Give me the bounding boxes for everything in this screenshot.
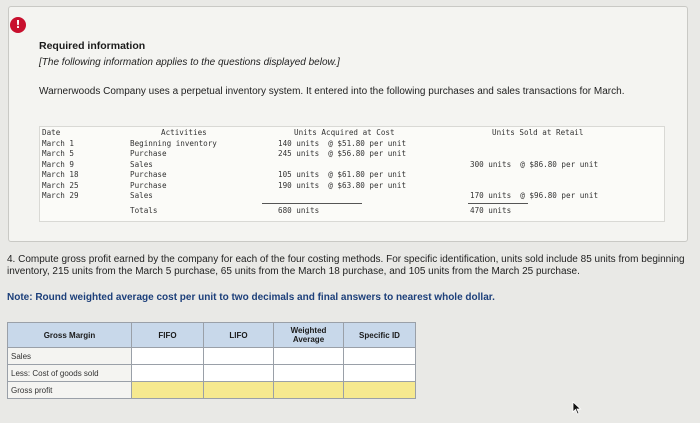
date-header: Date <box>42 128 61 137</box>
acquired-total-rule <box>262 203 362 204</box>
units-sold-header: Units Sold at Retail <box>492 128 584 137</box>
sold-total-rule <box>468 203 528 204</box>
sales-row <box>8 348 416 365</box>
activity-cell: Sales <box>130 159 153 169</box>
cogs-lifo-field[interactable] <box>207 366 270 380</box>
cogs-lifo-input[interactable] <box>204 365 274 382</box>
gross-margin-header: Gross Margin <box>8 323 132 348</box>
intro-text: Warnerwoods Company uses a perpetual inventory system. It entered into the following purchases and sales transactions for March. <box>39 86 625 97</box>
sold-cell: 170 units @ $96.80 per unit <box>470 191 599 200</box>
mouse-pointer-icon <box>572 401 582 415</box>
gross-profit-weighted-field[interactable] <box>277 383 340 397</box>
gross-profit-label: Gross profit <box>8 382 132 399</box>
lifo-header: LIFO <box>204 323 274 348</box>
activity-cell: Sales <box>130 191 153 200</box>
date-column <box>42 128 79 202</box>
gross-profit-specific-input[interactable] <box>344 382 416 399</box>
date-cell: March 18 <box>42 170 79 179</box>
activities-column <box>130 128 217 216</box>
gross-profit-weighted-input[interactable] <box>274 382 344 399</box>
weighted-average-header: Weighted Average <box>274 323 344 348</box>
required-information-subtitle: [The following information applies to the questions displayed below.] <box>39 57 340 68</box>
sales-fifo-field[interactable] <box>135 349 200 363</box>
cogs-fifo-input[interactable] <box>132 365 204 382</box>
alert-icon: ! <box>10 17 26 33</box>
gross-profit-fifo-input[interactable] <box>132 382 204 399</box>
date-cell: March 5 <box>42 149 75 158</box>
sold-cell: 300 units @ $86.80 per unit <box>470 159 599 169</box>
date-cell: March 9 <box>42 159 75 169</box>
gross-profit-lifo-input[interactable] <box>204 382 274 399</box>
gross-profit-lifo-field[interactable] <box>207 383 270 397</box>
question-note: Note: Round weighted average cost per unit to two decimals and final answers to nearest whole dollar. <box>7 292 495 303</box>
units-acquired-header: Units Acquired at Cost <box>294 128 395 137</box>
sales-label: Sales <box>8 348 132 365</box>
cogs-row <box>8 365 416 382</box>
required-information-panel <box>8 6 688 242</box>
acquired-cell: 140 units @ $51.80 per unit <box>278 138 407 148</box>
transactions-table <box>39 126 665 222</box>
cogs-weighted-field[interactable] <box>277 366 340 380</box>
activity-cell: Purchase <box>130 149 167 158</box>
total-sold: 470 units <box>470 205 512 215</box>
gross-profit-row <box>8 382 416 399</box>
header-row <box>8 323 416 348</box>
total-acquired: 680 units <box>278 205 320 215</box>
cogs-specific-field[interactable] <box>347 366 412 380</box>
date-cell: March 1 <box>42 138 75 148</box>
sales-specific-field[interactable] <box>347 349 412 363</box>
required-information-title: Required information <box>39 40 146 52</box>
date-cell: March 29 <box>42 191 79 200</box>
gross-margin-table <box>7 322 416 399</box>
sales-lifo-field[interactable] <box>207 349 270 363</box>
sales-weighted-field[interactable] <box>277 349 340 363</box>
cogs-specific-input[interactable] <box>344 365 416 382</box>
acquired-cell: 190 units @ $63.80 per unit <box>278 180 407 190</box>
sales-specific-input[interactable] <box>344 348 416 365</box>
activity-cell: Purchase <box>130 170 167 179</box>
gross-profit-specific-field[interactable] <box>347 383 412 397</box>
activities-header: Activities <box>161 128 207 137</box>
cogs-label: Less: Cost of goods sold <box>8 365 132 382</box>
cogs-fifo-field[interactable] <box>135 366 200 380</box>
cogs-weighted-input[interactable] <box>274 365 344 382</box>
activity-cell: Purchase <box>130 180 167 190</box>
question-text: 4. Compute gross profit earned by the company for each of the four costing methods. For specific identification, units sold include 85 units from beginning inventory, 215 units from the March 5 purchase, 65 units from the March 18 purchase, and 105 units from the March 25 purchase. <box>7 254 685 277</box>
totals-label: Totals <box>130 205 158 215</box>
gross-profit-fifo-field[interactable] <box>135 383 200 397</box>
activity-cell: Beginning inventory <box>130 138 217 148</box>
fifo-header: FIFO <box>132 323 204 348</box>
acquired-cell: 245 units @ $56.80 per unit <box>278 149 407 158</box>
date-cell: March 25 <box>42 180 79 190</box>
acquired-cell: 105 units @ $61.80 per unit <box>278 170 407 179</box>
specific-id-header: Specific ID <box>344 323 416 348</box>
sales-weighted-input[interactable] <box>274 348 344 365</box>
sales-fifo-input[interactable] <box>132 348 204 365</box>
sales-lifo-input[interactable] <box>204 348 274 365</box>
